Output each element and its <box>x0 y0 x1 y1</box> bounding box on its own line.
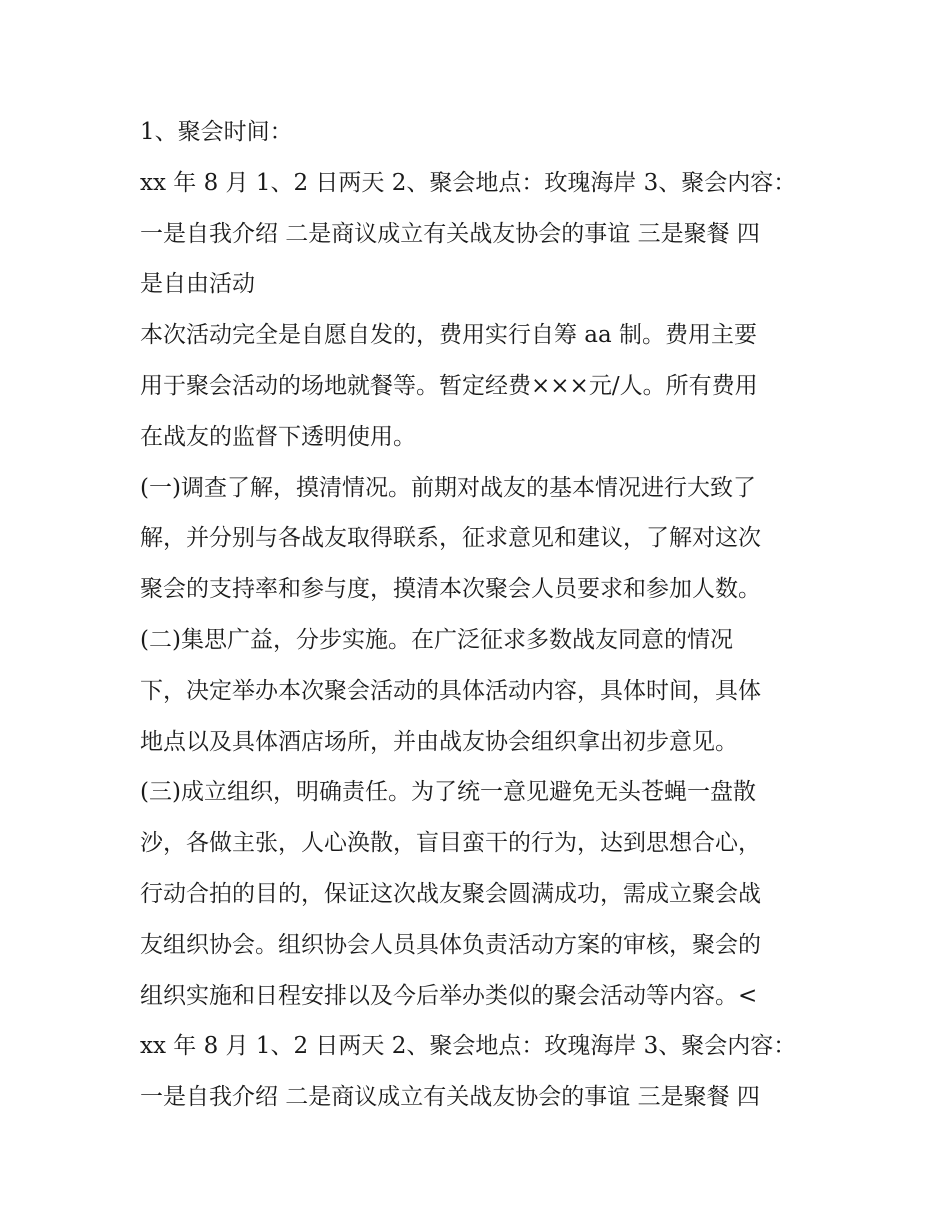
text-line: 一是自我介绍 二是商议成立有关战友协会的事谊 三是聚餐 四 <box>140 220 760 247</box>
text-line: 本次活动完全是自愿自发的，费用实行自筹 aa 制。费用主要 <box>140 322 758 349</box>
text-line: 在战友的监督下透明使用。 <box>140 423 416 450</box>
text-line: 沙，各做主张，人心涣散，盲目蛮干的行为，达到思想合心， <box>140 830 761 857</box>
text-line: (一)调查了解，摸清情况。前期对战友的基本情况进行大致了 <box>140 474 756 501</box>
text-line: (三)成立组织，明确责任。为了统一意见避免无头苍蝇一盘散 <box>140 779 756 806</box>
text-line: 解，并分别与各战友取得联系，征求意见和建议，了解对这次 <box>140 525 761 552</box>
document-body <box>140 107 830 1123</box>
text-line: 用于聚会活动的场地就餐等。暂定经费×××元/人。所有费用 <box>140 372 758 399</box>
text-line: (二)集思广益，分步实施。在广泛征求多数战友同意的情况 <box>140 626 733 653</box>
text-line: xx 年 8 月 1、2 日两天 2、聚会地点：玫瑰海岸 3、聚会内容： <box>140 169 797 196</box>
text-line: 下，决定举办本次聚会活动的具体活动内容，具体时间，具体 <box>140 677 761 704</box>
text-line: 1、聚会时间： <box>140 119 293 145</box>
text-line: 组织实施和日程安排以及今后举办类似的聚会活动等内容。< <box>140 982 758 1009</box>
text-line: 是自由活动 <box>140 271 255 298</box>
text-line: xx 年 8 月 1、2 日两天 2、聚会地点：玫瑰海岸 3、聚会内容： <box>140 1033 797 1060</box>
text-line: 友组织协会。组织协会人员具体负责活动方案的审核，聚会的 <box>140 931 761 958</box>
text-line: 聚会的支持率和参与度，摸清本次聚会人员要求和参加人数。 <box>140 576 761 603</box>
text-line: 一是自我介绍 二是商议成立有关战友协会的事谊 三是聚餐 四 <box>140 1084 760 1111</box>
text-line: 地点以及具体酒店场所，并由战友协会组织拿出初步意见。 <box>140 728 738 755</box>
text-line: 行动合拍的目的，保证这次战友聚会圆满成功，需成立聚会战 <box>140 880 761 907</box>
